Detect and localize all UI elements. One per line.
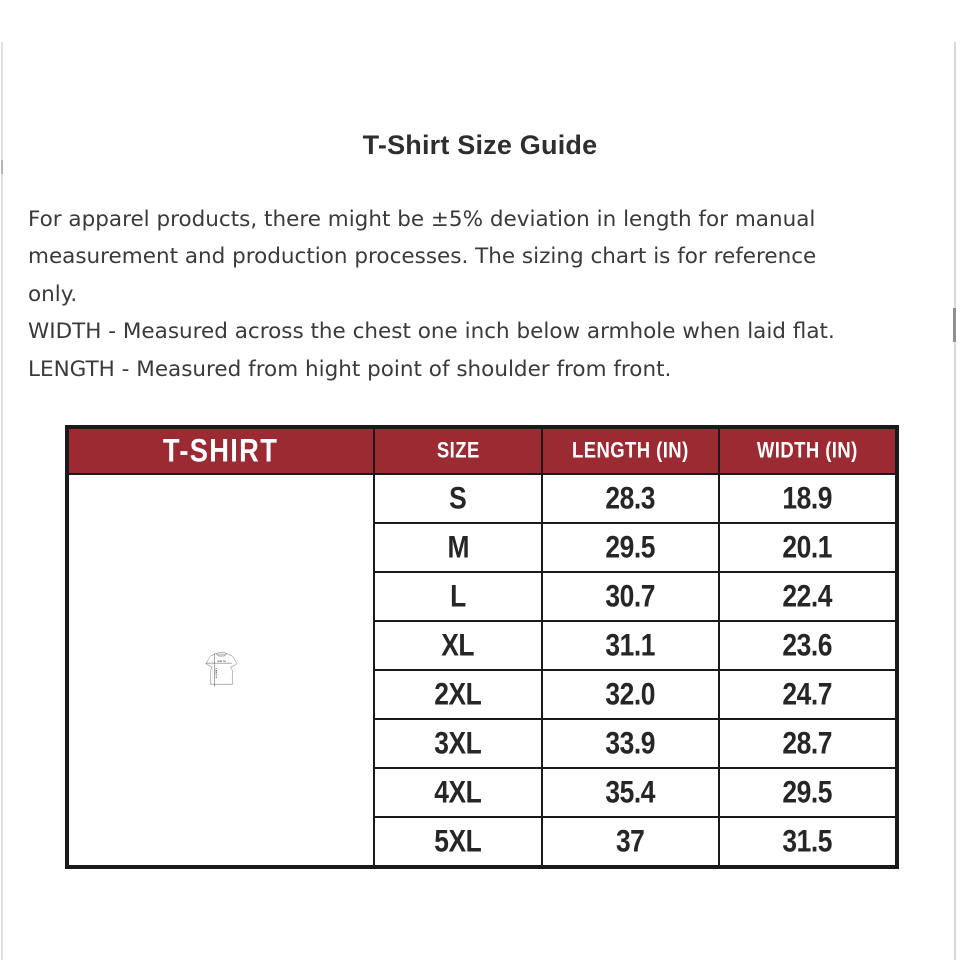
- length-value: 33.9: [605, 725, 656, 761]
- length-value: 35.4: [605, 774, 656, 810]
- length-cell: [542, 768, 719, 817]
- width-value: 28.7: [782, 725, 833, 761]
- size-cell: [374, 523, 542, 572]
- width-value: 22.4: [782, 578, 833, 614]
- page-title: T-Shirt Size Guide: [362, 130, 598, 161]
- intro-line-length-note: LENGTH - Measured from hight point of shoulder from front.: [28, 356, 672, 382]
- length-value: 29.5: [605, 529, 656, 565]
- width-cell: [719, 572, 897, 621]
- size-cell: [374, 572, 542, 621]
- width-value: 18.9: [782, 480, 833, 516]
- size-cell: [374, 474, 542, 523]
- width-cell: [719, 670, 897, 719]
- width-column-label: WIDTH (IN): [757, 438, 858, 463]
- size-cell: [374, 719, 542, 768]
- intro-line-width-note: WIDTH - Measured across the chest one inch below armhole when laid flat.: [28, 319, 835, 345]
- length-cell: [542, 817, 719, 867]
- size-value: M: [447, 529, 469, 565]
- left-edge-artifact-mark: [1, 160, 3, 174]
- width-cell: [719, 817, 897, 867]
- length-cell: [542, 523, 719, 572]
- table-header-row: [67, 427, 897, 474]
- length-cell: [542, 621, 719, 670]
- size-column-header: [374, 427, 542, 474]
- tshirt-diagram: [69, 647, 373, 694]
- right-edge-artifact-line: [954, 42, 956, 960]
- intro-text: [28, 201, 933, 388]
- width-value: 23.6: [782, 627, 833, 663]
- size-value: L: [450, 578, 466, 614]
- length-cell: [542, 670, 719, 719]
- tshirt-outline-icon: [206, 652, 237, 684]
- length-column-label: LENGTH (IN): [572, 438, 689, 463]
- table-row: [67, 474, 897, 523]
- intro-line-3: only.: [28, 281, 78, 307]
- length-cell: [542, 719, 719, 768]
- tshirt-diagram-cell: [67, 474, 374, 867]
- width-cell: [719, 621, 897, 670]
- intro-line-2: measurement and production processes. The sizing chart is for reference: [28, 244, 817, 270]
- product-header-label: T-SHIRT: [163, 431, 279, 470]
- width-value: 31.5: [782, 823, 833, 859]
- size-chart-table: [65, 425, 899, 869]
- length-value: 32.0: [605, 676, 656, 712]
- width-value: 20.1: [782, 529, 833, 565]
- product-header-cell: [67, 427, 374, 474]
- size-cell: [374, 670, 542, 719]
- size-column-label: SIZE: [436, 438, 480, 463]
- length-measure-label: LENGTH: [214, 667, 217, 679]
- size-value: 2XL: [434, 676, 482, 712]
- size-cell: [374, 817, 542, 867]
- length-value: 28.3: [605, 480, 656, 516]
- length-cell: [542, 572, 719, 621]
- width-measure-label: WIDTH: [217, 660, 226, 663]
- right-edge-artifact-mark: [953, 308, 956, 342]
- width-cell: [719, 474, 897, 523]
- size-value: 4XL: [434, 774, 482, 810]
- size-cell: [374, 768, 542, 817]
- length-cell: [542, 474, 719, 523]
- size-value: 5XL: [434, 823, 482, 859]
- size-value: S: [449, 480, 467, 516]
- size-cell: [374, 621, 542, 670]
- width-column-header: [719, 427, 897, 474]
- width-value: 24.7: [782, 676, 833, 712]
- size-value: 3XL: [434, 725, 482, 761]
- size-value: XL: [441, 627, 475, 663]
- width-value: 29.5: [782, 774, 833, 810]
- length-value: 37: [616, 823, 645, 859]
- intro-line-1: For apparel products, there might be ±5% deviation in length for manual: [28, 207, 816, 232]
- width-cell: [719, 719, 897, 768]
- length-value: 31.1: [605, 627, 656, 663]
- left-edge-artifact-line: [1, 42, 3, 960]
- width-cell: [719, 768, 897, 817]
- length-column-header: [542, 427, 719, 474]
- length-value: 30.7: [605, 578, 656, 614]
- width-cell: [719, 523, 897, 572]
